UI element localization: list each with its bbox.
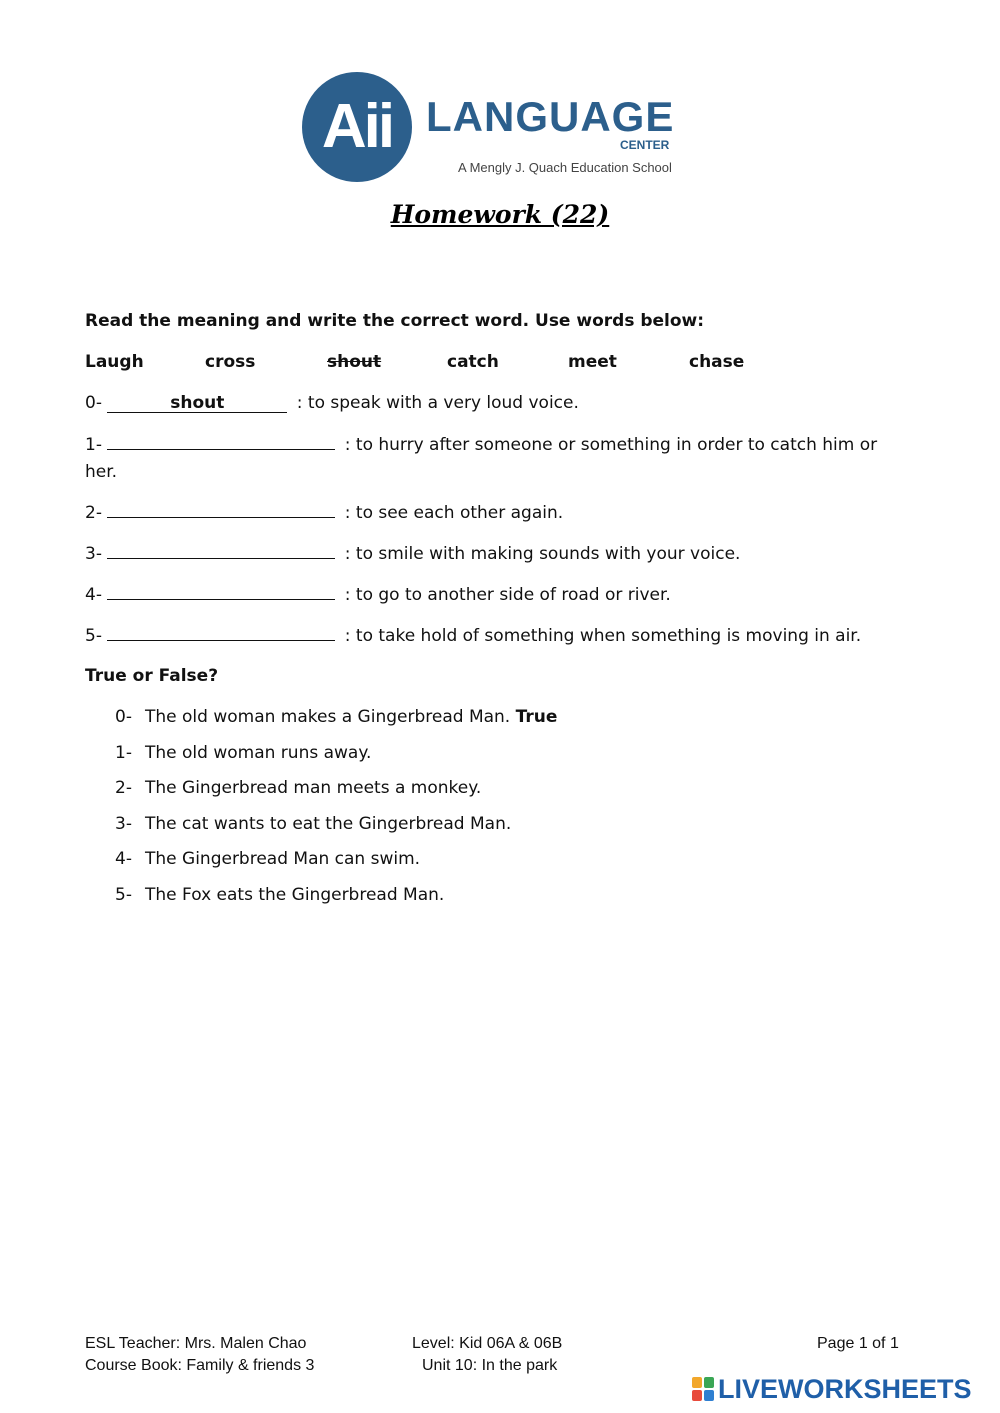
true-false-item — [115, 740, 371, 766]
section1-instruction: Read the meaning and write the correct word. Use words below: — [85, 311, 705, 331]
statement-text: The old woman runs away. — [145, 743, 372, 763]
word-bank-item: cross — [205, 352, 256, 372]
item-meaning: : to speak with a very loud voice. — [296, 393, 579, 413]
footer-teacher: ESL Teacher: Mrs. Malen Chao — [85, 1335, 307, 1352]
item-number: 1- — [115, 743, 132, 763]
statement-text: The Gingerbread Man can swim. — [145, 849, 421, 869]
item-number: 5- — [115, 885, 132, 905]
word-bank-item: Laugh — [85, 352, 144, 372]
item-number: 5- — [85, 626, 102, 646]
statement-text: The old woman makes a Gingerbread Man. — [145, 707, 511, 727]
true-false-item — [115, 704, 557, 730]
item-number: 3- — [115, 814, 132, 834]
item-meaning: : to take hold of something when something is moving in air. — [344, 626, 862, 646]
answer-blank[interactable] — [107, 621, 335, 641]
vocab-item — [85, 580, 671, 609]
footer-page-number: Page 1 of 1 — [817, 1335, 899, 1352]
item-number: 4- — [115, 849, 132, 869]
item-number: 1- — [85, 435, 102, 455]
school-logo — [302, 72, 682, 184]
vocab-item — [85, 539, 740, 568]
footer-course-book: Course Book: Family & friends 3 — [85, 1357, 315, 1374]
statement-text: The cat wants to eat the Gingerbread Man. — [145, 814, 512, 834]
word-bank-item-struck: shout — [327, 352, 382, 372]
answer-blank[interactable]: shout — [107, 393, 287, 413]
statement-answer[interactable]: True — [515, 707, 558, 727]
item-number: 4- — [85, 585, 102, 605]
item-meaning-continuation: her. — [85, 462, 118, 482]
word-bank-item: catch — [447, 352, 499, 372]
answer-blank[interactable] — [107, 498, 335, 518]
item-meaning: : to see each other again. — [344, 503, 564, 523]
word-bank-item: chase — [689, 352, 745, 372]
item-number: 0- — [85, 393, 102, 413]
word-bank-item: meet — [568, 352, 617, 372]
liveworksheets-text: LIVEWORKSHEETS — [718, 1373, 972, 1404]
statement-text: The Gingerbread man meets a monkey. — [145, 778, 482, 798]
true-false-item — [115, 811, 511, 837]
footer-level: Level: Kid 06A & 06B — [412, 1335, 563, 1352]
item-meaning: : to smile with making sounds with your voice. — [344, 544, 741, 564]
item-number: 3- — [85, 544, 102, 564]
word-bank — [85, 348, 785, 376]
item-meaning: : to go to another side of road or river. — [344, 585, 671, 605]
section2-heading: True or False? — [85, 666, 219, 686]
page-title: Homework (22) — [390, 200, 610, 229]
vocab-item — [85, 389, 579, 417]
item-number: 0- — [115, 707, 132, 727]
vocab-item — [85, 498, 563, 527]
answer-blank[interactable] — [107, 430, 335, 450]
answer-blank[interactable] — [107, 580, 335, 600]
logo-mark: Aii — [302, 72, 412, 182]
logo-name: LANGUAGE — [426, 93, 675, 140]
item-number: 2- — [85, 503, 102, 523]
vocab-item — [85, 621, 861, 650]
footer-unit: Unit 10: In the park — [422, 1357, 558, 1374]
logo-tagline: A Mengly J. Quach Education School — [458, 160, 672, 175]
liveworksheets-logo-icon — [692, 1377, 714, 1401]
vocab-item — [85, 430, 877, 459]
item-number: 2- — [115, 778, 132, 798]
answer-blank[interactable] — [107, 539, 335, 559]
item-meaning: : to hurry after someone or something in order to catch him or — [344, 435, 878, 455]
liveworksheets-watermark — [692, 1374, 972, 1404]
true-false-item — [115, 846, 420, 872]
logo-sub: CENTER — [620, 138, 670, 152]
true-false-item — [115, 775, 481, 801]
true-false-item — [115, 882, 444, 908]
statement-text: The Fox eats the Gingerbread Man. — [145, 885, 445, 905]
